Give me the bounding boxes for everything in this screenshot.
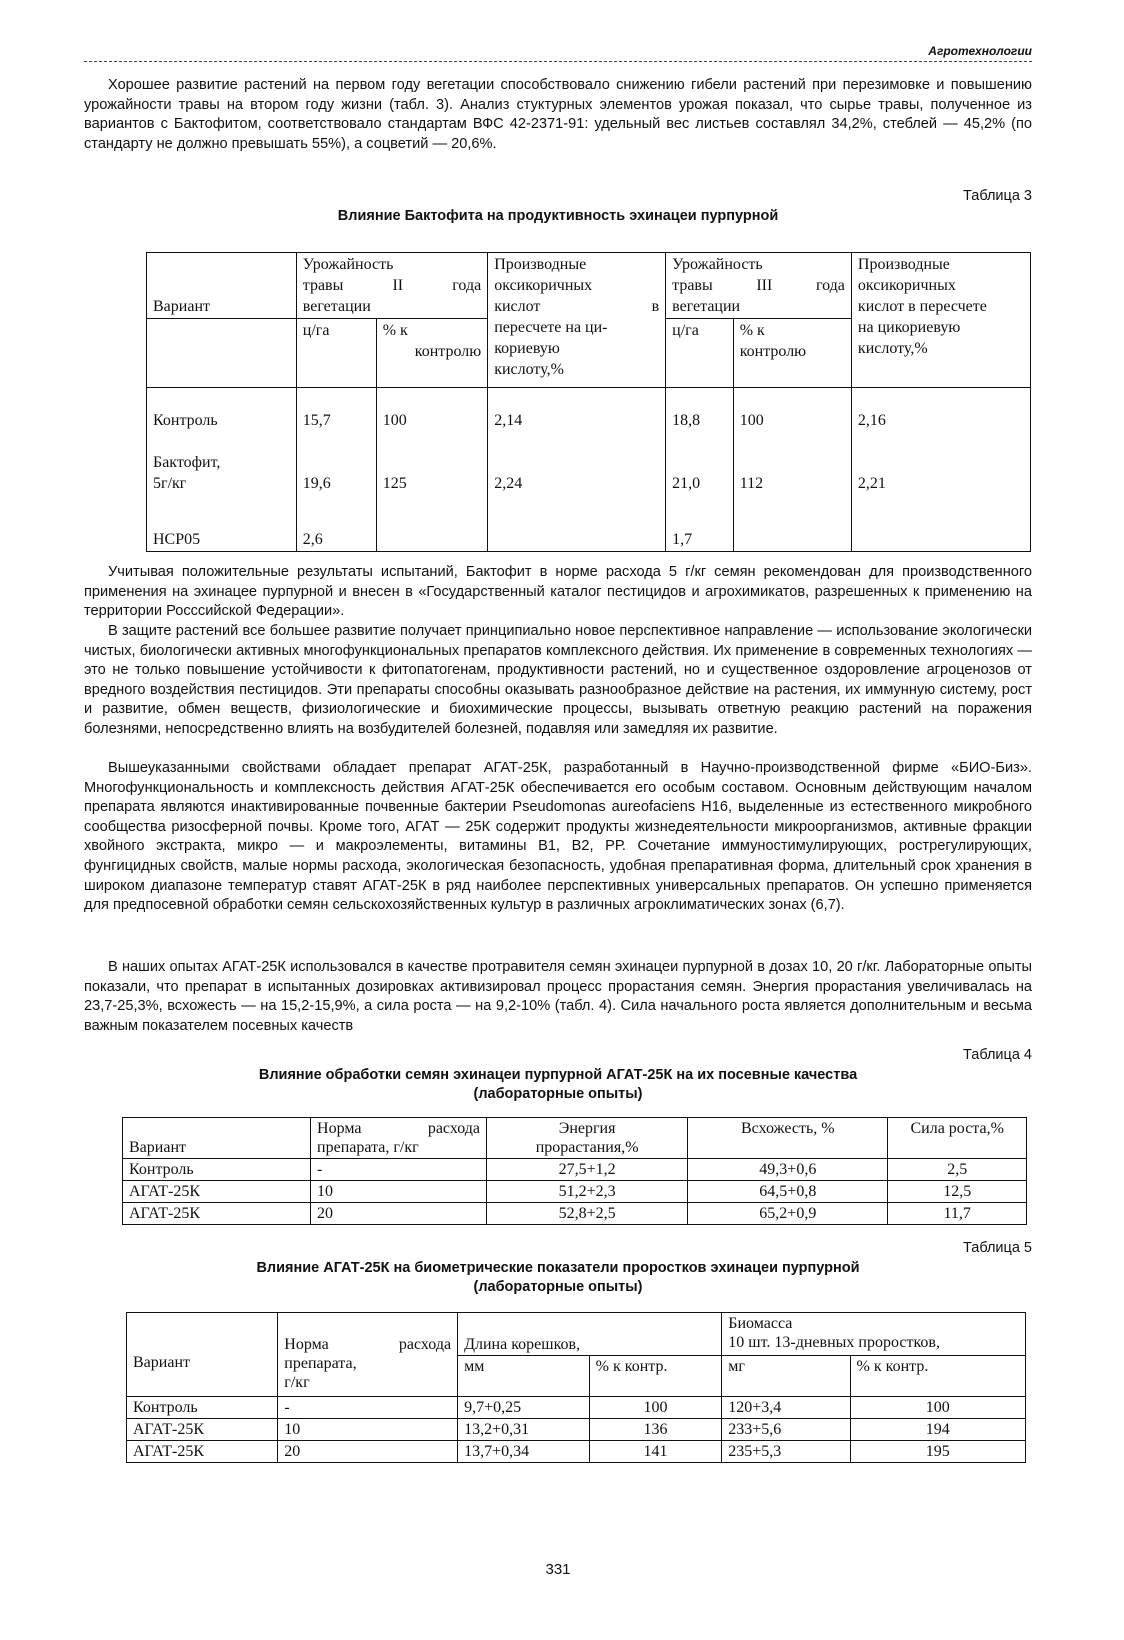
- t5-header-1: Вариант Норма расхода препарата, г/кг Длина корешков, Биомасса 10 шт. 13-дневных проростков,: [127, 1313, 1026, 1356]
- t3-col-variant: Вариант: [147, 253, 297, 319]
- t3-col-yield2: Урожайность травы II года вегетации: [296, 253, 487, 319]
- paragraph-3: В защите растений все большее развитие получает принципиально новое перспективное направление — использование экологически чистых, биологически активных многофункциональных препаратов комплексного действия. Их применение в современных технологиях — это не только повышение устойчивости к фитопатогенам, продуктивности растений, но и существенное оздоровление агроценозов от вредного воздействия пестицидов. Эти препараты способны оказывать разнообразное действие на растения, их иммунную систему, рост и развитие, обмен веществ, физиологические и биохимические процессы, вызывать ответную реакцию растений на поражения болезнями, непосредственно влиять на возбудителей болезней, подавляя или замедляя их развитие.: [84, 623, 1032, 737]
- paragraph-4: Вышеуказанными свойствами обладает препарат АГАТ-25К, разработанный в Научно-производственной фирме «БИО-Биз». Многофункциональность и комплексность действия АГАТ-25К обеспечивается его особым составом. Основным действующим началом препарата являются инактивированные почвенные бактерии Pseudomonas aureofaciens H16, выделенные из естественного микробного сообщества ризосферной почвы. Кроме того, АГАТ — 25К содержит продукты жизнедеятельности микроорганизмов, активные фракции хвойного экстракта, микро — и макроэлементы, витамины В1, В2, РР. Сочетание иммуностимулирующих, рострегулирующих, фунгицидных свойств, малые нормы расхода, экологическая безопасность, удобная препаративная форма, длительный срок хранения в широком диапазоне температур ставят АГАТ-25К в ряд наиболее перспективных универсальных препаратов. Он успешно применяется для предпосевной обработки семян сельскохозяйственных культур в различных агроклиматических зонах (6,7).: [84, 760, 1032, 914]
- t3-sub-cha-3: ц/га: [666, 319, 734, 388]
- table5-title: Влияние АГАТ-25К на биометрические показатели проростков эхинацеи пурпурной (лабораторные опыты): [256, 1260, 860, 1295]
- table3: [146, 252, 1031, 552]
- page: [84, 0, 1032, 1640]
- t3-sub-pct: % к контролю: [376, 319, 487, 388]
- t3-col-yield3: Урожайность травы III года вегетации: [666, 253, 852, 319]
- table5: [126, 1312, 1026, 1463]
- header-rule: [84, 61, 1032, 62]
- paragraph-5: В наших опытах АГАТ-25К использовался в качестве протравителя семян эхинацеи пурпурной в дозах 10, 20 г/кг. Лабораторные опыты показали, что препарат в испытанных дозировках активизировал процесс прорастания семян. Энергия прорастания увеличивалась на 23,7-25,3%, всхожесть — на 15,2-15,9%, а сила роста — на 9,2-10% (табл. 4). Сила начального роста является дополнительным и весьма важным показателем посевных качеств: [84, 959, 1032, 1034]
- t4-row-agat-10: АГАТ-25К 10 51,2+2,3 64,5+0,8 12,5: [123, 1181, 1027, 1203]
- table4-title: Влияние обработки семян эхинацеи пурпурной АГАТ-25К на их посевные качества (лабораторные опыты): [258, 1067, 858, 1102]
- t3-col-derivatives-2: Производные оксикоричных кислот в пересчете на цикориевую кислоту,%: [851, 253, 1030, 388]
- paragraph-1: Хорошее развитие растений на первом году вегетации способствовало снижению гибели растений при перезимовке и повышению урожайности травы на втором году жизни (табл. 3). Анализ стуктурных элементов урожая показал, что сырье травы, полученное из вариантов с Бактофитом, соответствовало стандартам ВФС 42-2371-91: удельный вес листьев составлял 34,2%, стеблей — 45,2% (по стандарту не должно превышать 55%), а соцветий — 20,6%.: [84, 77, 1032, 152]
- t3-variant-sub: [147, 319, 297, 388]
- t3-col-derivatives: Производные оксикоричных кислот в пересчете на ци- кориевую кислоту,%: [488, 253, 666, 388]
- table4: [122, 1117, 1027, 1225]
- t5-row-control: Контроль - 9,7+0,25 100 120+3,4 100: [127, 1397, 1026, 1419]
- t3-row-hcp05: НСР05 2,6 1,7: [147, 515, 1031, 552]
- t5-row-agat-10: АГАТ-25К 10 13,2+0,31 136 233+5,6 194: [127, 1419, 1026, 1441]
- table3-label: Таблица 3: [963, 188, 1032, 204]
- t5-header-2: мм % к контр. мг % к контр.: [127, 1356, 1026, 1397]
- t3-row-bactofit: Бактофит, 5г/кг 19,6 125 2,24 21,0 112 2,21: [147, 451, 1031, 515]
- t4-header: Вариант Норма расхода препарата, г/кг Энергия прорастания,% Всхожесть, % Сила роста,%: [123, 1118, 1027, 1159]
- page-number: 331: [545, 1561, 571, 1578]
- t3-sub-pct-3: % к контролю: [733, 319, 851, 388]
- running-header: Агротехнологии: [928, 44, 1032, 58]
- t3-sub-cha: ц/га: [296, 319, 376, 388]
- t4-row-control: Контроль - 27,5+1,2 49,3+0,6 2,5: [123, 1159, 1027, 1181]
- t5-row-agat-20: АГАТ-25К 20 13,7+0,34 141 235+5,3 195: [127, 1441, 1026, 1463]
- paragraph-2: Учитывая положительные результаты испытаний, Бактофит в норме расхода 5 г/кг семян рекомендован для производственного применения на эхинацее пурпурной и внесен в «Государственный каталог пестицидов и агрохимикатов, разрешенных к применению на территории Росссийской Федерации».: [84, 564, 1032, 620]
- t4-row-agat-20: АГАТ-25К 20 52,8+2,5 65,2+0,9 11,7: [123, 1203, 1027, 1225]
- table3-title: Влияние Бактофита на продуктивность эхинацеи пурпурной: [337, 208, 779, 224]
- table5-label: Таблица 5: [963, 1240, 1032, 1256]
- table4-label: Таблица 4: [963, 1047, 1032, 1063]
- t3-row-control: Контроль 15,7 100 2,14 18,8 100 2,16: [147, 388, 1031, 452]
